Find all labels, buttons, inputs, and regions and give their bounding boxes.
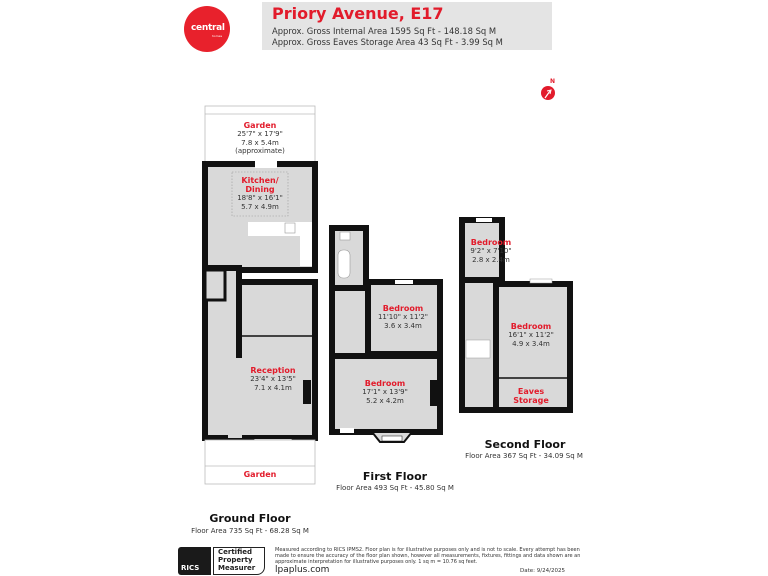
second-floor-area: Floor Area 367 Sq Ft - 34.09 Sq M: [465, 452, 583, 460]
logo-subtext: homes: [212, 34, 223, 38]
gross-internal-area: Approx. Gross Internal Area 1595 Sq Ft - 148.18 Sq M: [272, 26, 497, 36]
room-bedroom-first-2: Bedroom 17'1" x 13'9" 5.2 x 4.2m: [362, 379, 408, 405]
eaves-storage-area: Approx. Gross Eaves Storage Area 43 Sq Ft - 3.99 Sq M: [272, 37, 503, 47]
room-bedroom-second-1: Bedroom 9'2" x 7'10" 2.8 x 2.4m: [470, 238, 512, 264]
room-garden-front: Garden: [243, 470, 277, 479]
room-bedroom-first-1: Bedroom 11'10" x 11'2" 3.6 x 3.4m: [377, 304, 429, 330]
first-floor-area: Floor Area 493 Sq Ft - 45.80 Sq M: [336, 484, 454, 492]
ground-floor-plan: [205, 106, 315, 484]
room-garden-rear: Garden 25'7" x 17'9" 7.8 x 5.4m (approximate): [235, 121, 285, 155]
property-title: Priory Avenue, E17: [272, 4, 444, 23]
room-bedroom-second-2: Bedroom 16'1" x 11'2" 4.9 x 3.4m: [508, 322, 554, 348]
second-floor-title: Second Floor: [484, 438, 566, 451]
plan-date: Date: 9/24/2025: [520, 568, 565, 574]
rics-logo: RICS: [178, 547, 211, 575]
first-floor-title: First Floor: [362, 470, 428, 483]
first-floor-plan: [332, 228, 440, 442]
disclaimer-text: Measured according to RICS IPMS2. Floor plan is for illustrative purposes only and is not to scale. Every attempt has been made to ensure the accuracy of the floor plan shown, however all measurements, fixtures, fittings and data shown are an approximate interpretation for illustrative purposes only. 1 sq m = 10.76 sq feet.: [275, 547, 581, 565]
ground-floor-area: Floor Area 735 Sq Ft - 68.28 Sq M: [191, 527, 309, 535]
logo-text: central: [191, 23, 225, 33]
room-reception: Reception 23'4" x 13'5" 7.1 x 4.1m: [250, 366, 296, 392]
certified-property-measurer-badge: Certified Property Measurer: [213, 547, 265, 575]
room-eaves-storage: Eaves Storage: [513, 387, 549, 405]
ground-floor-title: Ground Floor: [209, 512, 291, 525]
compass-north-label: N: [550, 78, 556, 85]
website-link[interactable]: lpaplus.com: [275, 565, 330, 575]
room-kitchen-dining: Kitchen/ Dining 18'8" x 16'1" 5.7 x 4.9m: [237, 176, 283, 211]
